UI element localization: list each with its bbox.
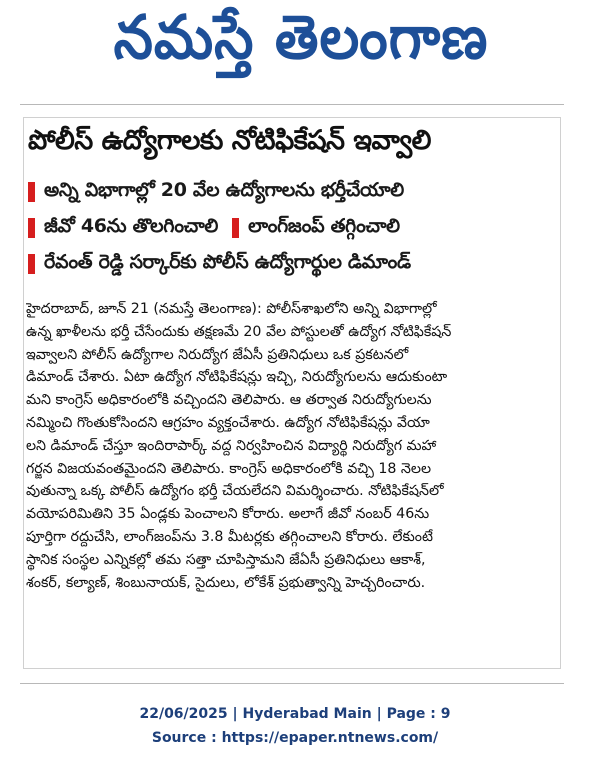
body-line: గర్జన విజయవంతమైందని తెలిపారు. కాంగ్రెస్ అధికారంలోకి వచ్చి 18 నెలల	[26, 460, 432, 477]
red-bullet-icon	[28, 182, 35, 202]
body-line: స్థానిక సంస్థల ఎన్నికల్లో తమ సత్తా చూపిస్తామని జేఏసీ ప్రతినిధులు ఆకాశ్,	[26, 551, 426, 568]
newspaper-masthead: నమస్తే తెలంగాణ	[113, 2, 489, 73]
article-clip	[23, 117, 561, 669]
subheadline-2	[26, 210, 556, 246]
source-footer	[0, 702, 590, 750]
edition-info: 22/06/2025 | Hyderabad Main | Page : 9	[139, 706, 451, 722]
subheadline-1	[26, 174, 556, 210]
body-line: శంకర్, కల్యాణ్, శింబునాయక్, సైదులు, లోకేశ్ ప్రభుత్వాన్ని హెచ్చరించారు.	[26, 574, 426, 591]
subheadline-text: లాంగ్‌జంప్ తగ్గించాలి	[248, 214, 400, 237]
subheadline-text: రేవంత్ రెడ్డి సర్కార్‌కు పోలీస్ ఉద్యోగార్థుల డిమాండ్	[44, 250, 411, 273]
body-line: వుతున్నా ఒక్క పోలీస్ ఉద్యోగం భర్తీ చేయలేదని విమర్శించారు. నోటిఫికేషన్‌లో	[26, 483, 444, 500]
body-line: డిమాండ్ చేశారు. ఏటా ఉద్యోగ నోటిఫికేషన్లు ఇచ్చి, నిరుద్యోగులను ఆదుకుంటా	[26, 369, 448, 386]
red-bullet-icon	[28, 218, 35, 238]
body-line: మని కాంగ్రెస్ అధికారంలోకి వచ్చిందని తెలిపారు. ఆ తర్వాత నిరుద్యోగులను	[26, 392, 432, 409]
body-line: హైదరాబాద్, జూన్ 21 (నమస్తే తెలంగాణ): పోలీస్‌శాఖలోని అన్ని విభాగాల్లో	[26, 301, 437, 317]
body-line: ఇవ్వాలని పోలీస్ ఉద్యోగాల నిరుద్యోగ జేఏసీ ప్రతినిధులు ఒక ప్రకటనలో	[26, 346, 409, 363]
article-body	[26, 298, 556, 594]
subheadline-3	[26, 246, 556, 282]
red-bullet-icon	[28, 254, 35, 274]
subheadline-list	[26, 174, 556, 282]
red-bullet-icon	[232, 218, 239, 238]
body-line: పూర్తిగా రద్దుచేసి, లాంగ్‌జంప్‌ను 3.8 మీటర్లకు తగ్గించాలని కోరారు. లేకుంటే	[26, 528, 433, 545]
body-line: వయోపరిమితిని 35 ఏండ్లకు పెంచాలని కోరారు. అలాగే జీవో నంబర్ 46ను	[26, 506, 430, 523]
source-url[interactable]: Source : https://epaper.ntnews.com/	[151, 730, 439, 746]
body-line: నమ్మించి గొంతుకోసిందని ఆగ్రహం వ్యక్తంచేశారు. ఉద్యోగ నోటిఫికేషన్లు వేయా	[26, 414, 430, 431]
subheadline-text: అన్ని విభాగాల్లో 20 వేల ఉద్యోగాలను భర్తీచేయాలి	[44, 178, 404, 201]
masthead-divider	[20, 104, 564, 105]
footer-divider	[20, 683, 564, 684]
body-line: ఉన్న ఖాళీలను భర్తీ చేసేందుకు తక్షణమే 20 వేల పోస్టులతో ఉద్యోగ నోటిఫికేషన్	[26, 323, 452, 340]
article-headline: పోలీస్ ఉద్యోగాలకు నోటిఫికేషన్ ఇవ్వాలి	[28, 125, 431, 156]
body-line: లని డిమాండ్ చేస్తూ ఇందిరాపార్క్ వద్ద నిర్వహించిన విద్యార్థి నిరుద్యోగ మహా	[26, 437, 437, 454]
subheadline-text: జీవో 46ను తొలగించాలి	[44, 214, 219, 237]
